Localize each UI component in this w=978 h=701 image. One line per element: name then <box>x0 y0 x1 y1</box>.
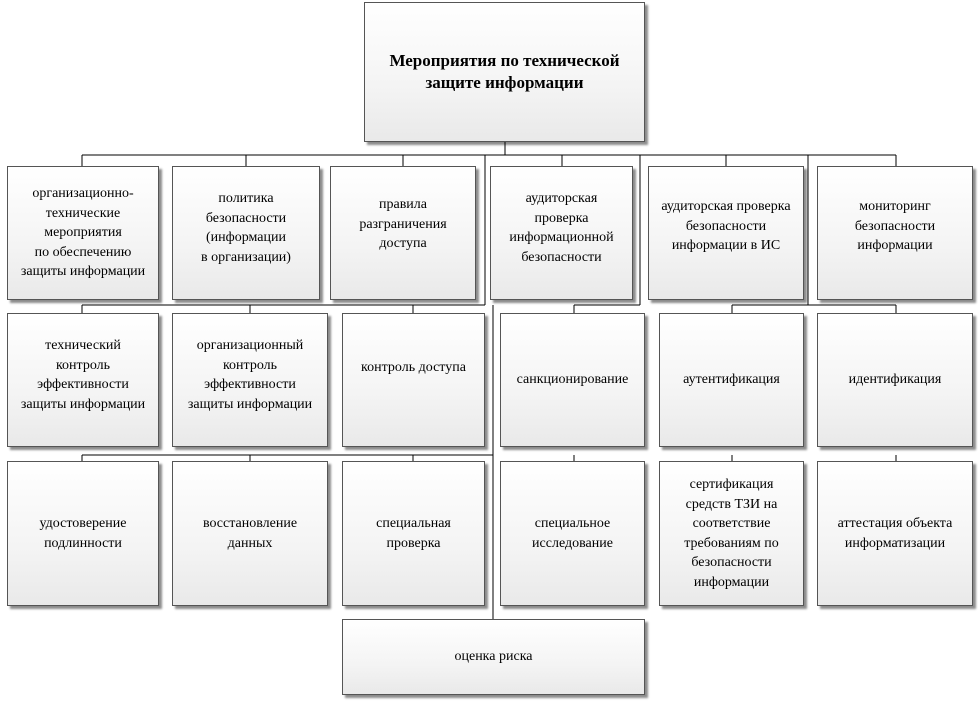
node-tech-control: технический контроль эффективности защиты информации <box>7 313 159 447</box>
node-access-control: контроль доступа <box>342 313 485 447</box>
node-org-tech-measures: организационно- технические мероприятия по обеспечению защиты информации <box>7 166 159 300</box>
node-access-rules: правила разграничения доступа <box>330 166 476 300</box>
node-special-research: специальное исследование <box>500 461 645 606</box>
node-org-control: организационный контроль эффективности защиты информации <box>172 313 328 447</box>
node-security-policy: политика безопасности (информации в организации) <box>172 166 320 300</box>
node-sanctioning: санкционирование <box>500 313 645 447</box>
node-audit-infosec: аудиторская проверка информационной безопасности <box>490 166 633 300</box>
node-authenticity: удостоверение подлинности <box>7 461 159 606</box>
node-special-check: специальная проверка <box>342 461 485 606</box>
root-node: Мероприятия по технической защите информации <box>364 2 645 142</box>
node-audit-is: аудиторская проверка безопасности информации в ИС <box>648 166 804 300</box>
node-monitoring: мониторинг безопасности информации <box>817 166 973 300</box>
node-authentication: аутентификация <box>659 313 804 447</box>
node-certification: сертификация средств ТЗИ на соответствие требованиям по безопасности информации <box>659 461 804 606</box>
node-identification: идентификация <box>817 313 973 447</box>
node-attestation: аттестация объекта информатизации <box>817 461 973 606</box>
node-risk-assessment: оценка риска <box>342 619 645 695</box>
node-data-recovery: восстановление данных <box>172 461 328 606</box>
